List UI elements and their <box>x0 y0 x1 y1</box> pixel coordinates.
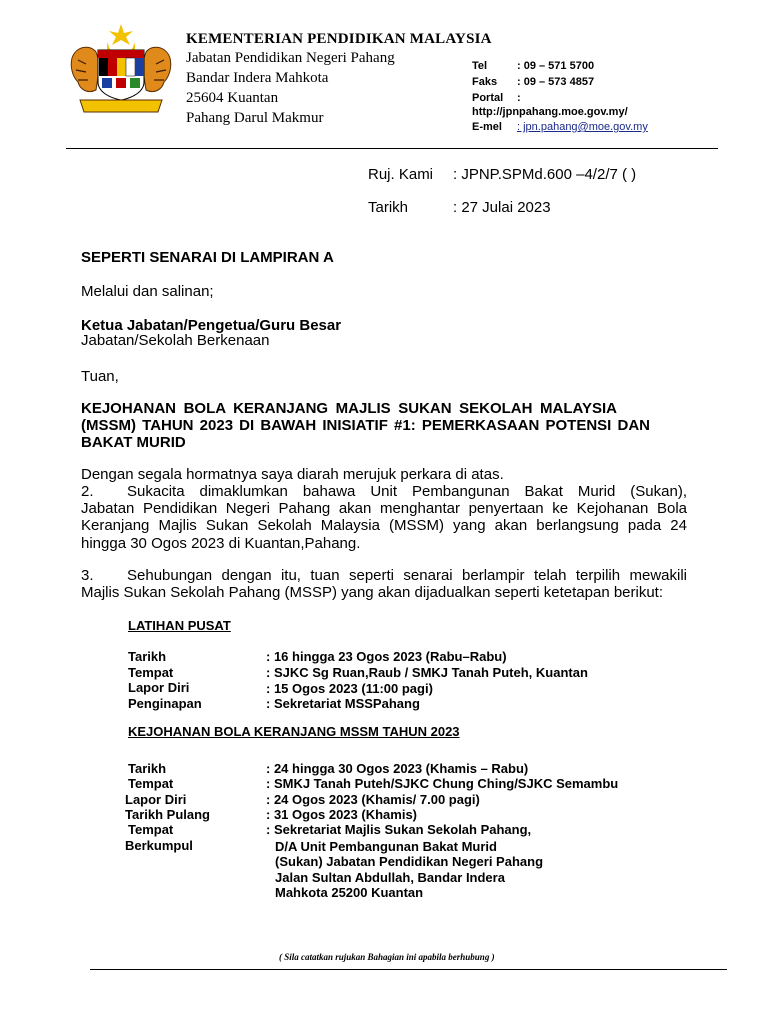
s1-label-lapor-diri: Lapor Diri <box>128 680 190 695</box>
tel-value: : 09 – 571 5700 <box>517 60 595 72</box>
paragraph-3-line-2: Majlis Sukan Sekolah Pahang (MSSP) yang akan dijadualkan seperti ketetapan berikut: <box>81 584 664 601</box>
faks-label: Faks <box>472 76 498 88</box>
s2-label-tarikh: Tarikh <box>128 761 167 776</box>
s2-value-lapor-diri: : 24 Ogos 2023 (Khamis/ 7.00 pagi) <box>266 792 480 807</box>
paragraph-2-line-4: hingga 30 Ogos 2023 di Kuantan,Pahang. <box>81 535 361 552</box>
s2-value-tarikh: : 24 hingga 30 Ogos 2023 (Khamis – Rabu) <box>266 761 529 776</box>
address-line-4: Pahang Darul Makmur <box>186 110 324 126</box>
recipient-via: Melalui dan salinan; <box>81 283 214 300</box>
recipient-to: SEPERTI SENARAI DI LAMPIRAN A <box>81 249 334 266</box>
footer-divider <box>90 969 727 970</box>
s1-value-tempat: : SJKC Sg Ruan,Raub / SMKJ Tanah Puteh, Kuantan <box>266 665 588 680</box>
s1-value-penginapan: : Sekretariat MSSPahang <box>266 696 420 711</box>
recipient-via-title: Ketua Jabatan/Pengetua/Guru Besar <box>81 317 342 334</box>
paragraph-2-line-3: Keranjang Majlis Sukan Sekolah Malaysia (MSSM) yang akan berlangsung pada 24 <box>81 517 687 534</box>
faks-value: : 09 – 573 4857 <box>517 76 595 88</box>
s2-value-tempat-berkumpul: : Sekretariat Majlis Sukan Sekolah Pahang, <box>266 822 532 837</box>
s1-value-lapor-diri: : 15 Ogos 2023 (11:00 pagi) <box>266 681 433 696</box>
ruj-label: Ruj. Kami <box>368 166 434 183</box>
emel-label: E-mel <box>472 121 502 133</box>
tarikh-value: : 27 Julai 2023 <box>453 199 551 216</box>
subject-line-2: (MSSM) TAHUN 2023 DI BAWAH INISIATIF #1: PEMERKASAAN POTENSI DAN <box>81 417 650 434</box>
subject-line-3: BAKAT MURID <box>81 434 186 451</box>
address-line-3: 25604 Kuantan <box>186 90 279 106</box>
s2-label-tempat: Tempat <box>128 776 174 791</box>
tel-label: Tel <box>472 60 488 72</box>
ministry-name: KEMENTERIAN PENDIDIKAN MALAYSIA <box>186 31 492 47</box>
s2-address-line-4: Mahkota 25200 Kuantan <box>275 885 424 900</box>
ruj-value: : JPNP.SPMd.600 –4/2/7 ( ) <box>453 166 637 183</box>
subject-line-1: KEJOHANAN BOLA KERANJANG MAJLIS SUKAN SEKOLAH MALAYSIA <box>81 400 617 417</box>
section-1-heading: LATIHAN PUSAT <box>128 618 231 633</box>
section-2-heading: KEJOHANAN BOLA KERANJANG MSSM TAHUN 2023 <box>128 724 460 739</box>
s2-label-lapor-diri: Lapor Diri <box>125 792 187 807</box>
tarikh-label: Tarikh <box>368 199 409 216</box>
s2-label-berkumpul: Berkumpul <box>125 838 193 853</box>
s2-label-tempat-berkumpul: Tempat <box>128 822 174 837</box>
footer-reference-note: ( Sila catatkan rujukan Bahagian ini apabila berhubung ) <box>279 952 495 962</box>
recipient-via-dept: Jabatan/Sekolah Berkenaan <box>81 332 270 349</box>
portal-value: : <box>517 92 521 104</box>
s2-address-line-1: D/A Unit Pembangunan Bakat Murid <box>275 839 497 854</box>
s1-label-tarikh: Tarikh <box>128 649 167 664</box>
s2-label-tarikh-pulang: Tarikh Pulang <box>125 807 210 822</box>
s2-address-line-3: Jalan Sultan Abdullah, Bandar Indera <box>275 870 505 885</box>
s1-value-tarikh: : 16 hingga 23 Ogos 2023 (Rabu–Rabu) <box>266 649 507 664</box>
salutation: Tuan, <box>81 368 119 385</box>
paragraph-1: Dengan segala hormatnya saya diarah merujuk perkara di atas. <box>81 466 504 483</box>
address-line-1: Jabatan Pendidikan Negeri Pahang <box>186 50 395 66</box>
portal-url-link[interactable]: http://jpnpahang.moe.gov.my/ <box>472 106 628 118</box>
s2-value-tempat: : SMKJ Tanah Puteh/SJKC Chung Ching/SJKC Semambu <box>266 776 619 791</box>
header-divider <box>66 148 718 149</box>
emel-link[interactable]: : jpn.pahang@moe.gov.my <box>517 121 648 133</box>
paragraph-3-line-1: Sehubungan dengan itu, tuan seperti senarai berlampir telah terpilih mewakili <box>127 567 687 584</box>
paragraph-2-line-2: Jabatan Pendidikan Negeri Pahang akan menghantar penyertaan ke Kejohanan Bola <box>81 500 687 517</box>
paragraph-2-line-1: Sukacita dimaklumkan bahawa Unit Pembangunan Bakat Murid (Sukan), <box>127 483 687 500</box>
s1-label-tempat: Tempat <box>128 665 174 680</box>
address-line-2: Bandar Indera Mahkota <box>186 70 329 86</box>
portal-label: Portal <box>472 92 504 104</box>
coat-of-arms-logo <box>66 24 176 120</box>
s2-value-tarikh-pulang: : 31 Ogos 2023 (Khamis) <box>266 807 417 822</box>
s1-label-penginapan: Penginapan <box>128 696 202 711</box>
s2-address-line-2: (Sukan) Jabatan Pendidikan Negeri Pahang <box>275 854 544 869</box>
paragraph-3-number: 3. <box>81 567 94 584</box>
paragraph-2-number: 2. <box>81 483 94 500</box>
